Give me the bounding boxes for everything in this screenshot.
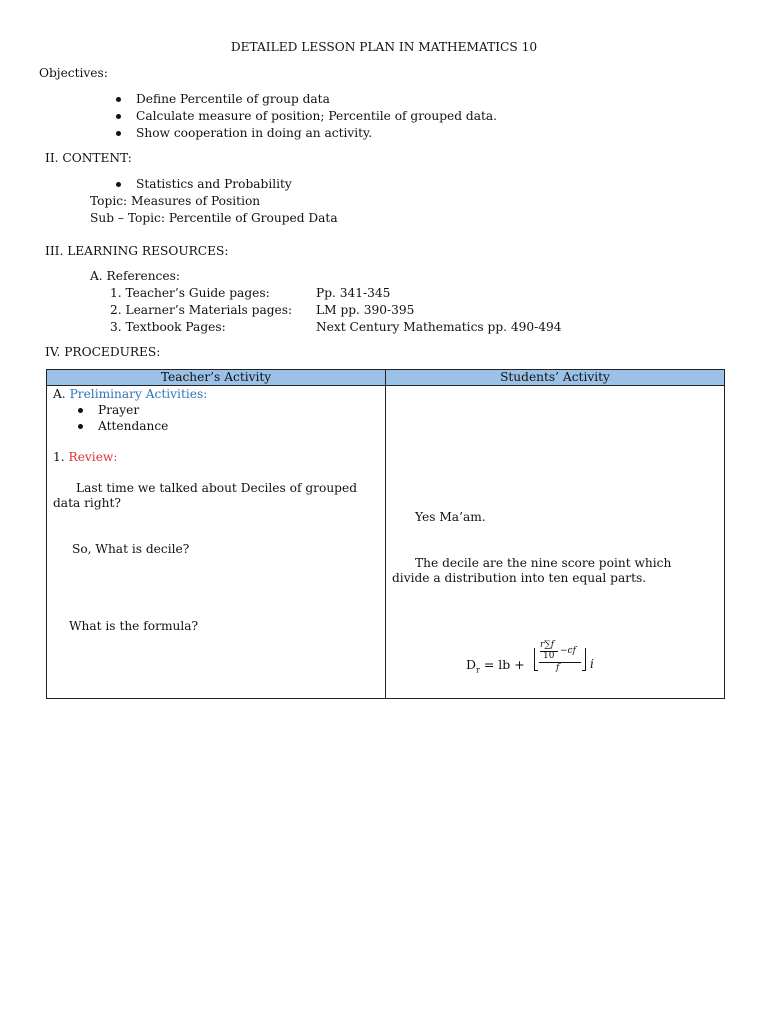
list-item: Prayer <box>98 403 168 419</box>
formula-multiplier: i <box>590 657 594 671</box>
student-answer-1: Yes Ma’am. <box>415 510 486 524</box>
student-answer-2-line2: divide a distribution into ten equal parts. <box>392 571 647 585</box>
reference-value: Next Century Mathematics pp. 490-494 <box>316 320 562 334</box>
reference-label: 3. Textbook Pages: <box>110 320 226 334</box>
topic-line: Topic: Measures of Position <box>90 194 261 208</box>
preliminary-prefix: A. <box>53 387 70 401</box>
teacher-question-1-line2: data right? <box>53 496 121 510</box>
references-subheading: A. References: <box>90 269 180 283</box>
main-fraction-line <box>539 662 581 663</box>
objectives-list <box>136 92 497 143</box>
preliminary-activities-label: Preliminary Activities: <box>69 387 208 401</box>
formula-lhs-subscript: r <box>476 665 480 675</box>
resources-heading: III. LEARNING RESOURCES: <box>45 244 229 258</box>
procedures-heading: IV. PROCEDURES: <box>45 345 161 359</box>
formula-numerator-bottom: 10 <box>543 651 555 661</box>
teacher-question-1-line1: Last time we talked about Deciles of grouped <box>76 481 358 495</box>
preliminary-activities-line <box>53 387 207 402</box>
teacher-question-2: So, What is decile? <box>72 542 190 556</box>
reference-row <box>110 303 415 320</box>
bracket-left-icon <box>534 648 538 671</box>
table-row <box>47 386 725 699</box>
formula-lhs-symbol: D <box>466 657 477 672</box>
teacher-activity-header: Teacher’s Activity <box>47 370 386 386</box>
student-answer-2-line1: The decile are the nine score point which <box>415 556 672 570</box>
students-activity-header: Students’ Activity <box>386 370 725 386</box>
bracket-right-icon <box>582 648 586 671</box>
formula-denominator: f <box>556 663 560 673</box>
reference-row <box>110 320 562 337</box>
procedures-table <box>46 369 725 699</box>
formula-lhs <box>466 657 525 675</box>
reference-label: 1. Teacher’s Guide pages: <box>110 286 270 300</box>
content-heading: II. CONTENT: <box>45 151 132 165</box>
review-label: Review: <box>68 450 118 464</box>
content-list <box>136 177 292 194</box>
teacher-activity-cell <box>47 386 386 699</box>
list-item: Statistics and Probability <box>136 177 292 194</box>
list-item: Calculate measure of position; Percentile of grouped data. <box>136 109 497 126</box>
formula-minus-cf: −cf <box>560 646 576 656</box>
review-line <box>53 450 117 465</box>
reference-row <box>110 286 391 303</box>
list-item: Attendance <box>98 419 169 433</box>
formula-fraction <box>534 640 586 680</box>
formula-equals: = lb + <box>479 657 525 672</box>
formula-numerator-top: r∑f <box>540 640 555 650</box>
list-item: Show cooperation in doing an activity. <box>136 126 497 143</box>
reference-label: 2. Learner’s Materials pages: <box>110 303 293 317</box>
review-prefix: 1. <box>53 450 69 464</box>
preliminary-list <box>98 403 168 435</box>
subtopic-line: Sub – Topic: Percentile of Grouped Data <box>90 211 338 225</box>
table-header-row <box>47 370 725 386</box>
objectives-heading: Objectives: <box>39 66 108 80</box>
document-title: DETAILED LESSON PLAN IN MATHEMATICS 10 <box>230 40 538 54</box>
reference-value: Pp. 341-345 <box>316 286 391 300</box>
teacher-question-3: What is the formula? <box>69 619 199 633</box>
reference-value: LM pp. 390-395 <box>316 303 415 317</box>
list-item: Define Percentile of group data <box>136 92 497 109</box>
students-activity-cell <box>386 386 725 699</box>
